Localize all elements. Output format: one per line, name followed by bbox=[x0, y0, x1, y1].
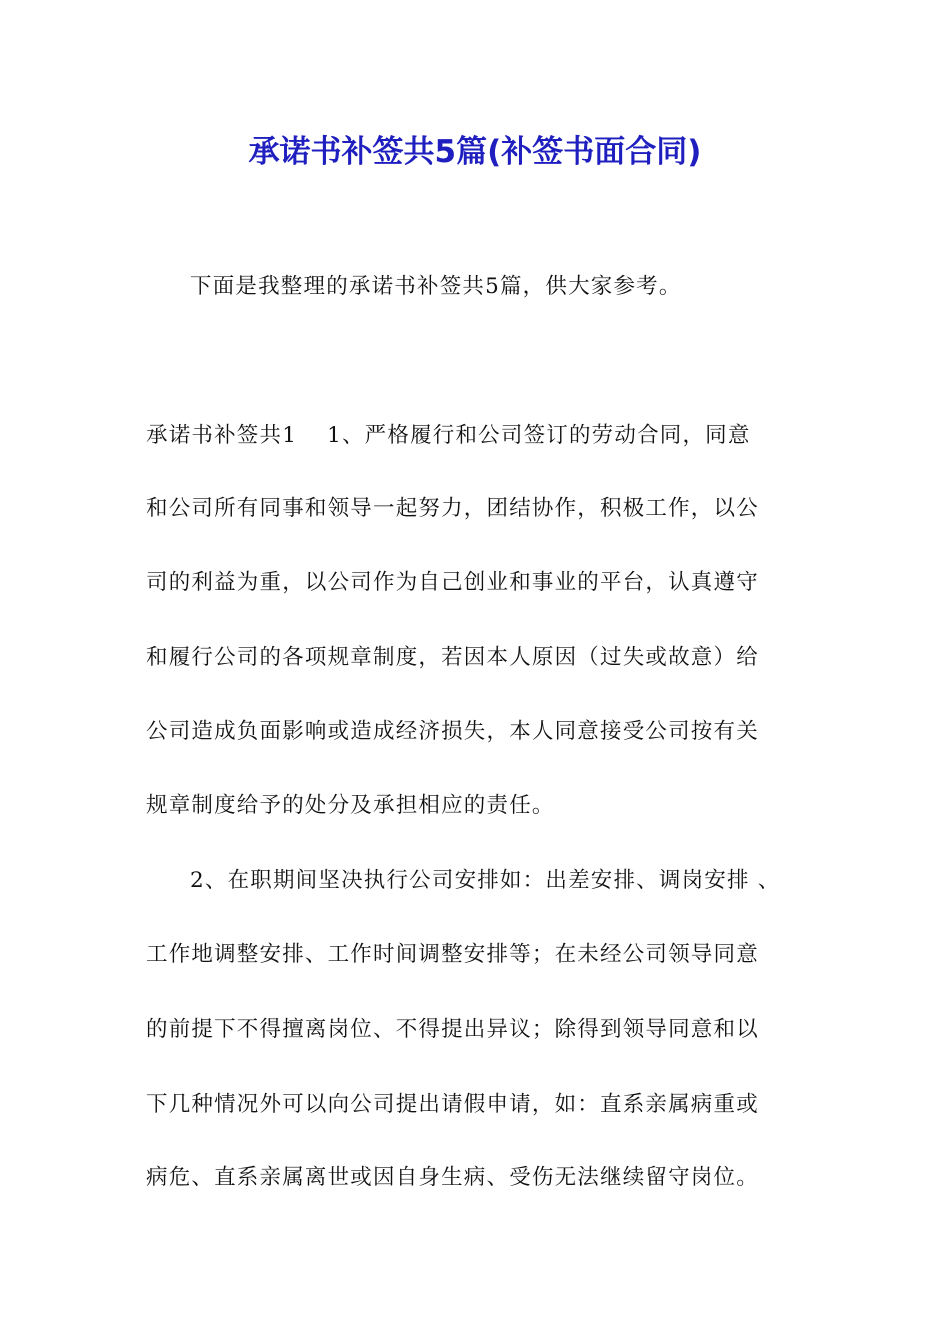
section1-line: 规章制度给予的处分及承担相应的责任。 bbox=[146, 793, 555, 818]
section2-line: 工作地调整安排、工作时间调整安排等；在未经公司领导同意 bbox=[146, 942, 759, 967]
document-title: 承诺书补签共5篇(补签书面合同) bbox=[248, 134, 702, 170]
section1-line: 和公司所有同事和领导一起努力，团结协作，积极工作，以公 bbox=[146, 496, 759, 521]
section1-line: 1、严格履行和公司签订的劳动合同，同意 bbox=[327, 423, 751, 448]
section1-line: 司的利益为重，以公司作为自己创业和事业的平台，认真遵守 bbox=[146, 570, 759, 595]
section1-first-line bbox=[146, 421, 826, 451]
section1-line: 和履行公司的各项规章制度，若因本人原因（过失或故意）给 bbox=[146, 645, 759, 670]
intro-paragraph: 下面是我整理的承诺书补签共5篇，供大家参考。 bbox=[190, 274, 682, 299]
section2-line: 2、在职期间坚决执行公司安排如：出差安排、调岗安排 、 bbox=[190, 868, 781, 893]
section2-line: 下几种情况外可以向公司提出请假申请，如：直系亲属病重或 bbox=[146, 1092, 759, 1117]
section1-line: 公司造成负面影响或造成经济损失，本人同意接受公司按有关 bbox=[146, 719, 759, 744]
section2-line: 的前提下不得擅离岗位、不得提出异议；除得到领导同意和以 bbox=[146, 1017, 759, 1042]
section2-line: 病危、直系亲属离世或因自身生病、受伤无法继续留守岗位。 bbox=[146, 1165, 759, 1190]
section1-heading: 承诺书补签共1 bbox=[146, 423, 298, 448]
